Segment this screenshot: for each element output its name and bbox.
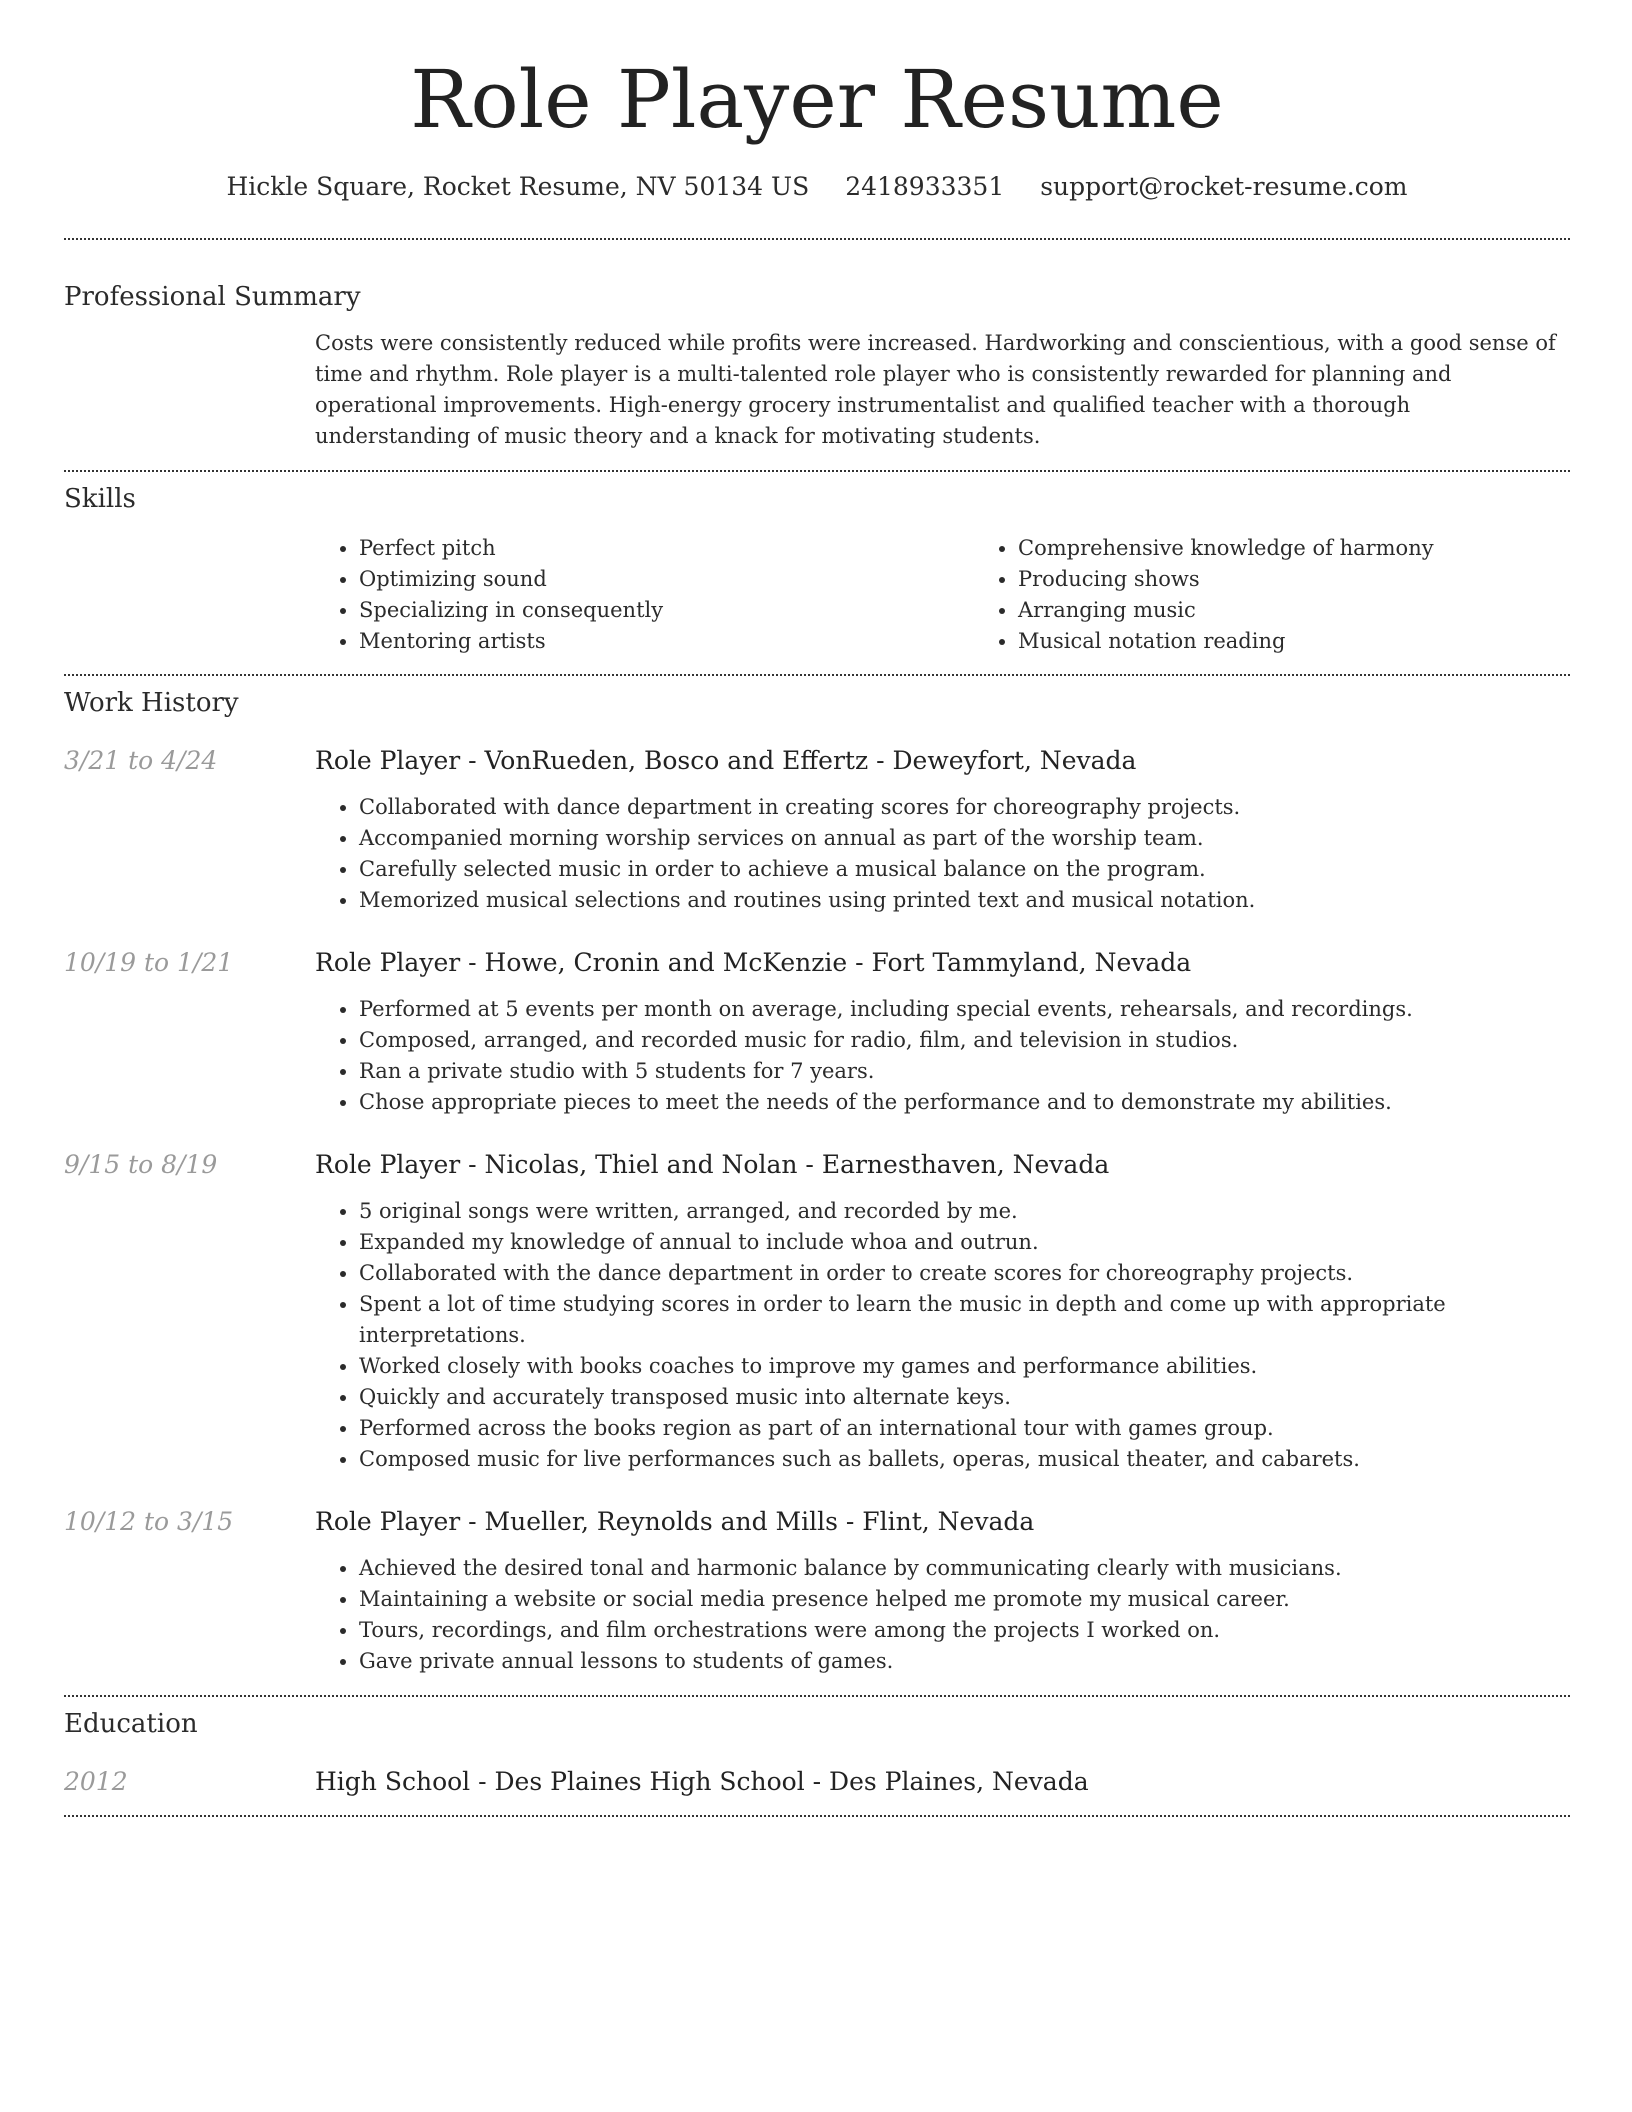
job-dates: 10/19 to 1/21 xyxy=(64,948,234,977)
job-header xyxy=(64,946,1570,980)
job-entry xyxy=(64,744,1570,916)
job-bullets xyxy=(315,994,1570,1118)
job-body xyxy=(64,1553,1570,1677)
job-title: Role Player - Howe, Cronin and McKenzie - Fort Tammyland, Nevada xyxy=(315,948,1192,977)
job-bullet: • 5 original songs were written, arranged, and recorded by me. xyxy=(359,1196,1570,1227)
summary-section xyxy=(64,280,1570,452)
job-header xyxy=(64,744,1570,778)
job-spacer xyxy=(64,1553,315,1677)
job-header xyxy=(64,1505,1570,1539)
skill-item: • Arranging music xyxy=(1018,595,1632,626)
job-bullets xyxy=(315,1196,1570,1475)
job-bullet: • Tours, recordings, and film orchestrations were among the projects I worked on. xyxy=(359,1615,1570,1646)
skills-list-left xyxy=(315,533,974,657)
contact-address: Hickle Square, Rocket Resume, NV 50134 US xyxy=(226,172,810,201)
summary-spacer xyxy=(64,328,315,452)
work-heading: Work History xyxy=(64,688,239,718)
work-section xyxy=(64,686,1570,1677)
job-dates: 9/15 to 8/19 xyxy=(64,1150,218,1179)
job-entry xyxy=(64,946,1570,1118)
education-heading: Education xyxy=(64,1709,198,1739)
skills-section xyxy=(64,482,1570,657)
skills-grid xyxy=(315,533,1632,657)
skill-item: • Specializing in consequently xyxy=(359,595,974,626)
job-bullet: • Expanded my knowledge of annual to include whoa and outrun. xyxy=(359,1227,1570,1258)
skill-item: • Comprehensive knowledge of harmony xyxy=(1018,533,1632,564)
job-bullet: • Spent a lot of time studying scores in order to learn the music in depth and come up with appropriate interpretations. xyxy=(359,1289,1570,1351)
job-title: Role Player - Nicolas, Thiel and Nolan - Earnesthaven, Nevada xyxy=(315,1150,1110,1179)
job-bullet: • Achieved the desired tonal and harmonic balance by communicating clearly with musicians. xyxy=(359,1553,1570,1584)
job-bullet: • Gave private annual lessons to students of games. xyxy=(359,1646,1570,1677)
contact-phone: 2418933351 xyxy=(845,172,1005,201)
work-divider xyxy=(64,1695,1570,1697)
skills-row xyxy=(64,533,1570,657)
job-entry xyxy=(64,1505,1570,1677)
job-bullet: • Performed across the books region as part of an international tour with games group. xyxy=(359,1413,1570,1444)
job-bullet: • Maintaining a website or social media presence helped me promote my musical career. xyxy=(359,1584,1570,1615)
job-entry xyxy=(64,1148,1570,1475)
education-section xyxy=(64,1707,1570,1799)
job-body xyxy=(64,792,1570,916)
job-bullet: • Memorized musical selections and routines using printed text and musical notation. xyxy=(359,885,1570,916)
education-year: 2012 xyxy=(64,1767,128,1796)
job-bullets-wrap xyxy=(315,792,1570,916)
skill-item: • Producing shows xyxy=(1018,564,1632,595)
job-bullets xyxy=(315,1553,1570,1677)
job-bullets-wrap xyxy=(315,1196,1570,1475)
job-bullet: • Collaborated with dance department in creating scores for choreography projects. xyxy=(359,792,1570,823)
job-bullet: • Composed music for live performances such as ballets, operas, musical theater, and cabarets. xyxy=(359,1444,1570,1475)
contact-email: support@rocket-resume.com xyxy=(1040,172,1408,201)
job-bullets xyxy=(315,792,1570,916)
job-bullet: • Carefully selected music in order to achieve a musical balance on the program. xyxy=(359,854,1570,885)
job-spacer xyxy=(64,1196,315,1475)
education-divider xyxy=(64,1815,1570,1817)
resume-page xyxy=(64,0,1570,1817)
skills-spacer xyxy=(64,533,315,657)
job-title: Role Player - VonRueden, Bosco and Effertz - Deweyfort, Nevada xyxy=(315,746,1137,775)
resume-title: Role Player Resume xyxy=(410,53,1224,146)
skill-item: • Musical notation reading xyxy=(1018,626,1632,657)
summary-divider xyxy=(64,470,1570,472)
skill-item: • Optimizing sound xyxy=(359,564,974,595)
summary-row xyxy=(64,328,1570,452)
job-body xyxy=(64,994,1570,1118)
job-bullet: • Worked closely with books coaches to improve my games and performance abilities. xyxy=(359,1351,1570,1382)
job-title: Role Player - Mueller, Reynolds and Mills - Flint, Nevada xyxy=(315,1507,1035,1536)
job-bullet: • Quickly and accurately transposed music into alternate keys. xyxy=(359,1382,1570,1413)
job-bullet: • Composed, arranged, and recorded music for radio, film, and television in studios. xyxy=(359,1025,1570,1056)
summary-body xyxy=(315,328,1570,452)
job-bullets-wrap xyxy=(315,994,1570,1118)
summary-heading: Professional Summary xyxy=(64,282,361,312)
skill-item: • Perfect pitch xyxy=(359,533,974,564)
education-entry xyxy=(64,1765,1570,1799)
skills-divider xyxy=(64,674,1570,676)
header-divider xyxy=(64,238,1570,240)
job-body xyxy=(64,1196,1570,1475)
job-bullet: • Chose appropriate pieces to meet the needs of the performance and to demonstrate my abilities. xyxy=(359,1087,1570,1118)
job-dates: 10/12 to 3/15 xyxy=(64,1507,234,1536)
skills-heading: Skills xyxy=(64,484,136,514)
job-bullet: • Collaborated with the dance department in order to create scores for choreography projects. xyxy=(359,1258,1570,1289)
job-spacer xyxy=(64,994,315,1118)
job-bullet: • Ran a private studio with 5 students for 7 years. xyxy=(359,1056,1570,1087)
job-spacer xyxy=(64,792,315,916)
contact-line xyxy=(64,170,1570,204)
job-bullet: • Accompanied morning worship services on annual as part of the worship team. xyxy=(359,823,1570,854)
job-bullets-wrap xyxy=(315,1553,1570,1677)
job-bullet: • Performed at 5 events per month on average, including special events, rehearsals, and recordings. xyxy=(359,994,1570,1025)
education-title: High School - Des Plaines High School - Des Plaines, Nevada xyxy=(315,1767,1089,1796)
skills-list-right xyxy=(974,533,1632,657)
skill-item: • Mentoring artists xyxy=(359,626,974,657)
job-header xyxy=(64,1148,1570,1182)
summary-text: Costs were consistently reduced while profits were increased. Hardworking and conscientious, with a good sense of time and rhythm. Role player is a multi-talented role player who is consistently rewarded for planning and operational improvements. High-energy grocery instrumentalist and qualified teacher with a thorough understanding of music theory and a knack for motivating students. xyxy=(315,331,1556,448)
job-dates: 3/21 to 4/24 xyxy=(64,746,218,775)
